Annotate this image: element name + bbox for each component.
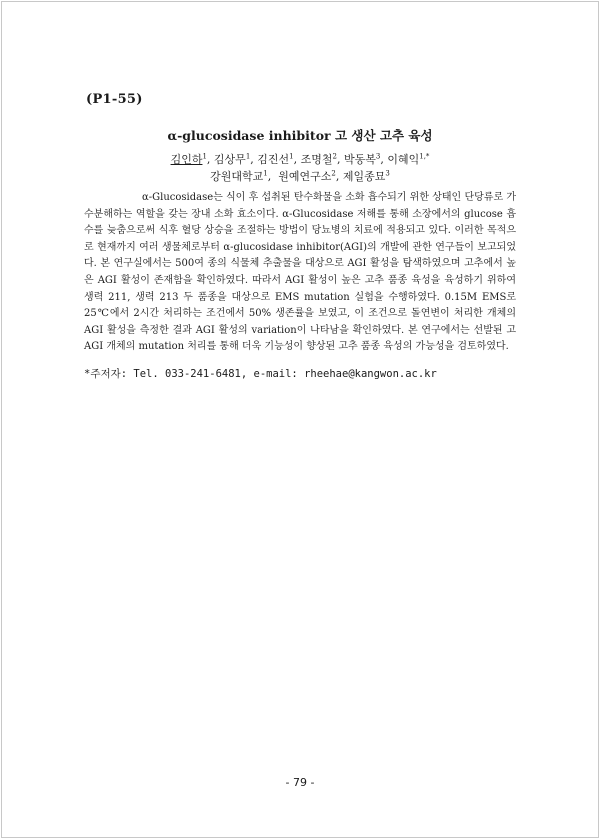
affiliation-sup: 1: [263, 169, 268, 178]
author-sup: 2: [332, 152, 337, 161]
author-sup: 1,*: [419, 152, 430, 161]
author-name: 김인하: [170, 153, 203, 166]
page-title: α-glucosidase inhibitor 고 생산 고추 육성: [167, 128, 433, 143]
author-sup: 1: [289, 152, 294, 161]
author-sup: 1: [245, 152, 251, 161]
affiliation-line: 강원대학교$^1$, 원예연구소$^2$, 제일종묘$^3$: [210, 169, 390, 183]
affiliation-name: 원예연구소: [278, 170, 332, 183]
author-line: 김인하$^1$, 김상무$^1$, 김진선$^1$, 조명철$^2$, 박동복$^3$, 이혜익$^{1,*}$: [170, 152, 430, 166]
author-block: [0, 151, 600, 185]
corresponding-author-contact: *주저자: Tel. 033-241-6481, e-mail: rheehae@kangwon.ac.kr: [84, 368, 437, 380]
affiliation-sup: 2: [331, 169, 336, 178]
author-name: 김진선: [257, 153, 290, 166]
affiliation-name: 강원대학교: [210, 170, 264, 183]
author-name: 이혜익: [387, 153, 420, 166]
affiliation-name: 제일종묘: [342, 170, 386, 183]
abstract-code: (P1-55): [86, 92, 143, 107]
author-name: 조명철: [300, 153, 333, 166]
page-number: - 79 -: [285, 776, 315, 789]
affiliation-sup: 3: [385, 169, 390, 178]
author-sup: 3: [375, 152, 381, 161]
author-name: 박동복: [344, 153, 376, 166]
author-name: 김상무: [213, 153, 246, 166]
abstract-body: α-Glucosidase는 식이 후 섭취된 탄수화물을 소화 흡수되기 위한 상태인 단당류로 가수분해하는 역할을 갖는 장내 소화 효소이다. α-Glucosidase 저해를 통해 소장에서의 glucose 흡수를 늦춤으로써 식후 혈당 상승을 조절하는 방법이 당뇨병의 치료에 적용되고 있다. 이러한 목적으로 현재까지 여러 생물체로부터 α-glucosidase inhibitor(AGI)의 개발에 관한 연구들이 보고되었다. 본 연구실에서는 500여 종의 식물체 추출물을 대상으로 AGI 활성을 탐색하였으며 고추에서 높은 AGI 활성이 존재함을 확인하였다. 따라서 AGI 활성이 높은 고추 품종 육성을 육성하기 위하여 생력 211, 생력 213 두 품종을 대상으로 EMS mutation 실험을 수행하였다. 0.15M EMS로 25℃에서 2시간 처리하는 조건에서 50% 생존률을 보였고, 이 조건으로 돌연변이 처리한 개체의 AGI 활성을 측정한 결과 AGI 활성의 variation이 나타남을 확인하였다. 본 연구에서는 선발된 고 AGI 개체의 mutation 처리를 통해 더욱 기능성이 향상된 고추 품종 육성의 가능성을 검토하였다.: [84, 192, 516, 353]
author-sup: 1: [202, 152, 207, 161]
